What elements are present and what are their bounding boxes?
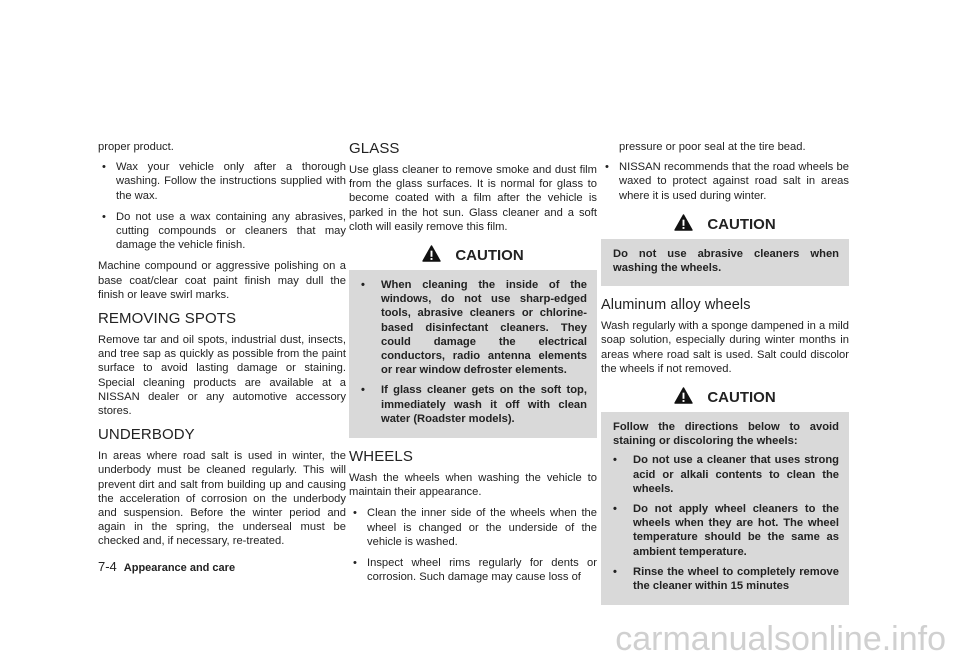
watermark: carmanualsonline.info <box>615 620 946 658</box>
list-item-text: Do not use a wax containing any abrasives, cutting compounds or cleaners that may damage the vehicle finish. <box>116 210 346 252</box>
list-item <box>361 383 587 426</box>
caution-text: Do not use abrasive cleaners when washing the wheels. <box>613 247 839 275</box>
list-item <box>601 160 849 203</box>
list-item-text: Clean the inner side of the wheels when the wheel is changed or the underside of the vehicle is washed. <box>367 507 597 548</box>
bullet: • <box>613 454 617 467</box>
warning-triangle-icon <box>674 387 693 404</box>
caution-box <box>349 241 597 438</box>
caution-header <box>601 210 849 239</box>
caution-box <box>601 210 849 286</box>
paragraph: Remove tar and oil spots, industrial dust, insects, and tree sap as quickly as possible from the paint surface to avoid lasting damage or staining. Special cleaning products are available at a NISSAN dealer or any automotive accessory stores. <box>98 334 346 418</box>
caution-header <box>601 383 849 412</box>
caution-title: CAUTION <box>455 247 524 265</box>
paragraph: Use glass cleaner to remove smoke and dust film from the glass surfaces. It is normal for glass to become coated with a film after the vehicle is parked in the hot sun. Glass cleaner and a soft cloth will easily remove this film. <box>349 164 597 233</box>
list-item <box>98 160 346 203</box>
bullet: • <box>353 507 357 520</box>
paragraph: Machine compound or aggressive polishing on a base coat/clear coat paint finish may dull the finish or leave swirl marks. <box>98 260 346 301</box>
page-number: 7-4 <box>98 559 117 574</box>
column-right <box>601 140 849 615</box>
paragraph: proper product. <box>98 141 174 153</box>
section-name: Appearance and care <box>123 562 236 574</box>
list-item-continued <box>601 140 849 154</box>
list-item <box>98 210 346 253</box>
list-item-text: Wax your vehicle only after a thorough washing. Follow the instructions supplied with the wax. <box>116 161 346 202</box>
column-middle <box>349 140 597 591</box>
list-item-text: Inspect wheel rims regularly for dents or corrosion. Such damage may cause loss of <box>367 557 597 584</box>
bullet: • <box>605 161 609 174</box>
caution-body <box>349 270 597 438</box>
list-item-text: pressure or poor seal at the tire bead. <box>619 141 806 153</box>
list-item <box>613 453 839 496</box>
list-item-text: If glass cleaner gets on the soft top, immediately wash it off with clean water (Roadster models). <box>381 384 587 425</box>
paragraph: Wash the wheels when washing the vehicle to maintain their appearance. <box>349 472 597 499</box>
list-item-text: Do not use a cleaner that uses strong acid or alkali contents to clean the wheels. <box>633 454 839 495</box>
page-footer <box>98 559 235 574</box>
list-item <box>613 502 839 559</box>
paragraph: Wash regularly with a sponge dampened in a mild soap solution, especially during winter months in areas where road salt is used. Salt could discolor the wheels if not removed. <box>601 320 849 375</box>
list-item <box>349 506 597 549</box>
list-item <box>349 556 597 584</box>
caution-title: CAUTION <box>707 215 776 233</box>
list-item <box>361 278 587 377</box>
list-item <box>613 565 839 593</box>
caution-box <box>601 383 849 605</box>
bullet: • <box>102 161 106 174</box>
paragraph: In areas where road salt is used in winter, the underbody must be cleaned regularly. This will prevent dirt and salt from building up and causing the acceleration of corrosion on the underbody and suspension. Before the winter period and again in the spring, the underseal must be checked and, if necessary, re-treated. <box>98 450 346 548</box>
bullet: • <box>102 210 106 223</box>
list-item-text: When cleaning the inside of the windows, do not use sharp-edged tools, abrasive cleaners or chlorine-based disinfectant cleaners. They could damage the electrical conductors, radio antenna elements or rear window defroster elements. <box>381 279 587 377</box>
caution-body <box>601 239 849 286</box>
section-heading-removing-spots: REMOVING SPOTS <box>98 310 237 328</box>
section-heading-underbody: UNDERBODY <box>98 426 195 444</box>
caution-text: Follow the directions below to avoid staining or discoloring the wheels: <box>613 421 839 448</box>
bullet: • <box>353 557 357 570</box>
section-heading-glass: GLASS <box>349 140 400 157</box>
warning-triangle-icon <box>422 245 441 262</box>
section-heading-wheels: WHEELS <box>349 448 413 466</box>
list-item-text: Rinse the wheel to completely remove the cleaner within 15 minutes <box>633 565 839 593</box>
bullet: • <box>613 565 617 578</box>
bullet: • <box>361 384 365 397</box>
caution-title: CAUTION <box>707 389 776 407</box>
caution-body <box>601 412 849 605</box>
bullet: • <box>361 279 365 292</box>
column-left <box>98 140 346 556</box>
caution-header <box>349 241 597 270</box>
list-item-text: Do not apply wheel cleaners to the wheels when they are hot. The wheel temperature should be the same as ambient temperature. <box>633 503 839 558</box>
bullet: • <box>613 503 617 516</box>
list-item-text: NISSAN recommends that the road wheels be waxed to protect against road salt in areas where it is used during winter. <box>619 161 849 202</box>
warning-triangle-icon <box>674 214 693 231</box>
section-heading-aluminum-alloy-wheels: Aluminum alloy wheels <box>601 297 751 314</box>
